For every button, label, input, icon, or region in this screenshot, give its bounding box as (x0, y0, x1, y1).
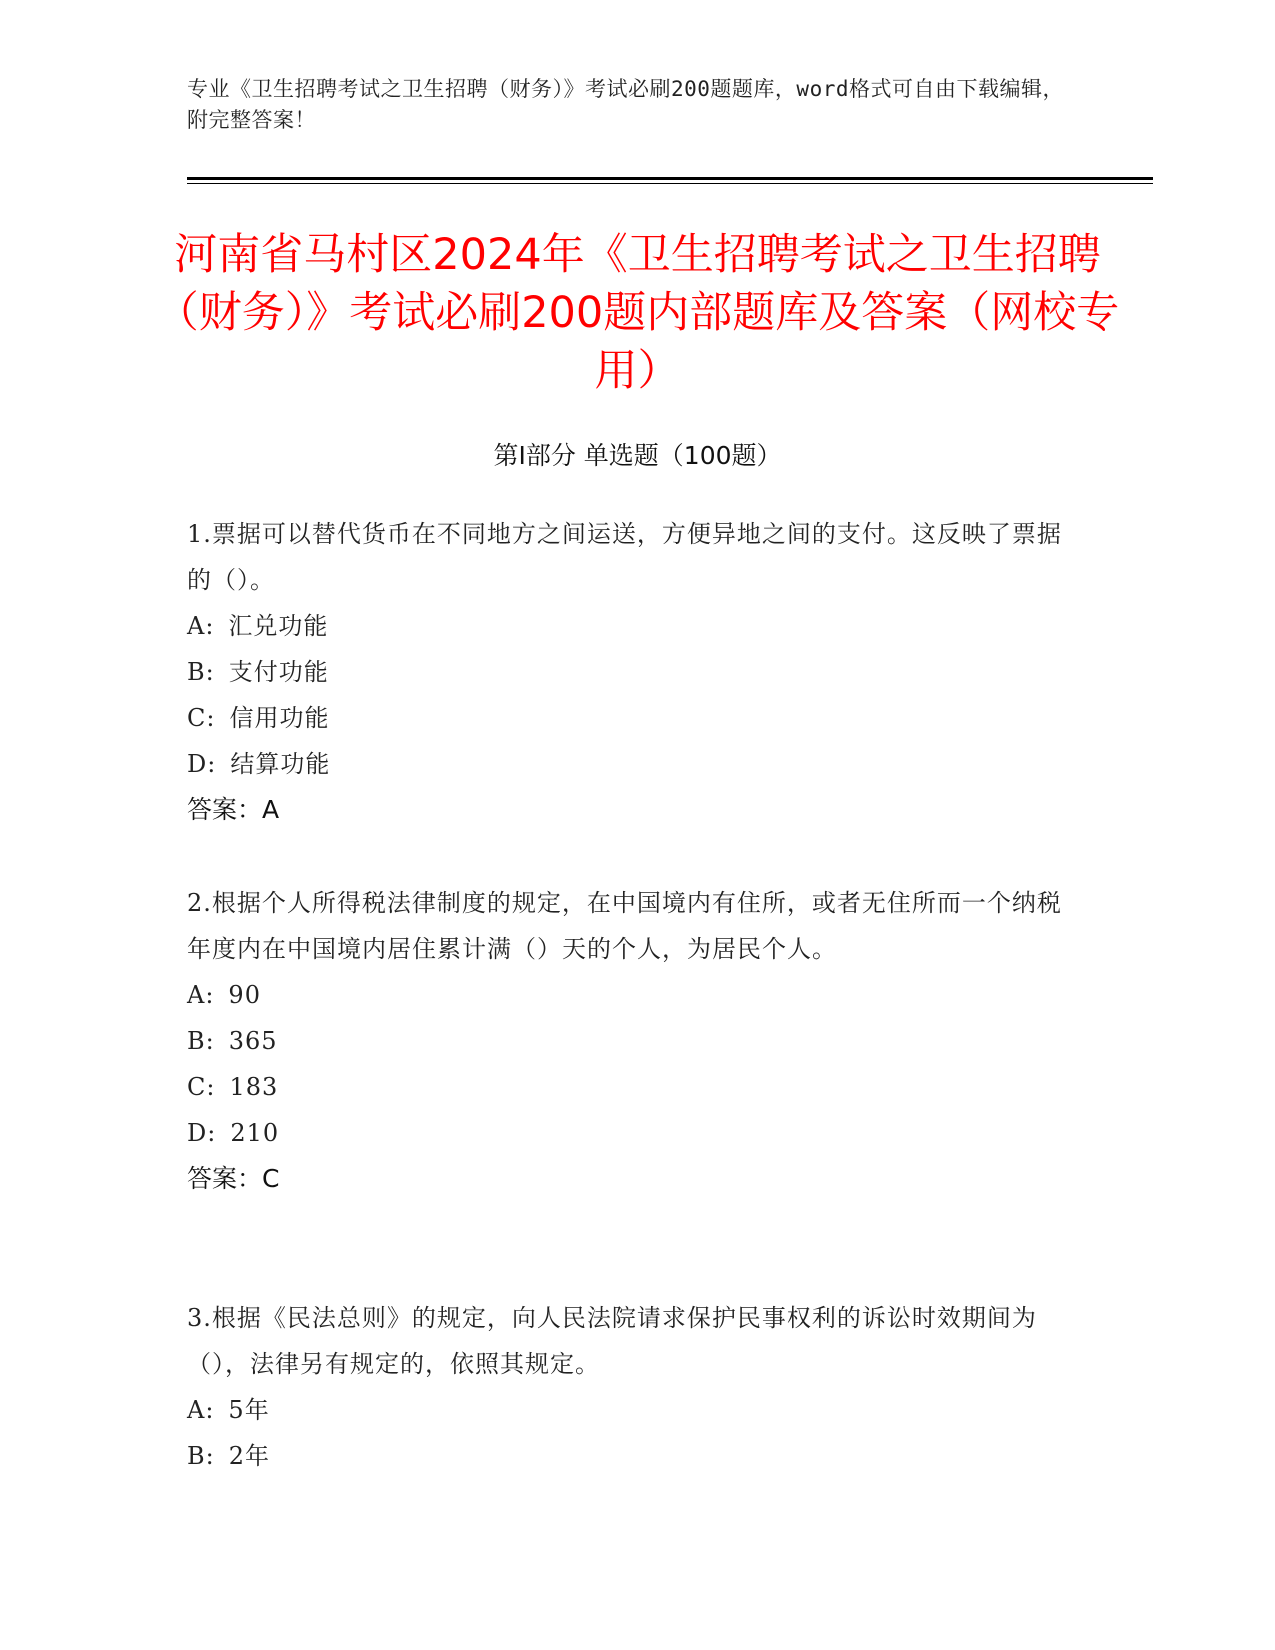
option-b (187, 1433, 1067, 1479)
option-b (187, 1018, 1067, 1064)
option-d (187, 741, 1067, 787)
option-a (187, 1387, 1067, 1433)
option-letter: A: (187, 1396, 215, 1424)
answer: 答案：A (187, 795, 280, 824)
question-1 (187, 511, 1067, 833)
option-text: 183 (229, 1073, 279, 1101)
option-letter: B: (187, 1442, 215, 1470)
option-a (187, 603, 1067, 649)
header-note: 专业《卫生招聘考试之卫生招聘（财务）》考试必刷200题题库，word格式可自由下载编辑，附完整答案！ (187, 77, 1064, 132)
option-text: 结算功能 (230, 750, 331, 778)
answer: 答案：C (187, 1164, 280, 1193)
option-text: 90 (228, 981, 261, 1009)
question-3 (187, 1295, 1067, 1479)
option-c (187, 695, 1067, 741)
option-letter: A: (187, 981, 215, 1009)
option-letter: B: (187, 1027, 215, 1055)
option-a (187, 972, 1067, 1018)
option-text: 信用功能 (229, 704, 330, 732)
option-letter: D: (187, 1119, 217, 1147)
header-divider-thick (187, 177, 1153, 180)
option-b (187, 649, 1067, 695)
option-d (187, 1110, 1067, 1156)
option-text: 2年 (228, 1442, 271, 1470)
option-letter: D: (187, 750, 217, 778)
document-title: 河南省马村区2024年《卫生招聘考试之卫生招聘（财务）》考试必刷200题内部题库及答案（网校专用） (155, 230, 1120, 396)
header-divider-thin (187, 183, 1153, 184)
option-text: 支付功能 (228, 658, 329, 686)
option-letter: A: (187, 612, 215, 640)
option-letter: C: (187, 704, 216, 732)
option-text: 汇兑功能 (228, 612, 329, 640)
section-title: 第Ⅰ部分 单选题（100题） (493, 441, 782, 470)
option-letter: C: (187, 1073, 216, 1101)
question-2 (187, 880, 1067, 1202)
question-stem: 2.根据个人所得税法律制度的规定，在中国境内有住所，或者无住所而一个纳税年度内在中国境内居住累计满（）天的个人，为居民个人。 (187, 889, 1062, 963)
question-stem: 1.票据可以替代货币在不同地方之间运送，方便异地之间的支付。这反映了票据的（）。 (187, 520, 1062, 594)
question-stem: 3.根据《民法总则》的规定，向人民法院请求保护民事权利的诉讼时效期间为（），法律另有规定的，依照其规定。 (187, 1304, 1037, 1378)
option-text: 5年 (228, 1396, 270, 1424)
option-text: 365 (228, 1027, 278, 1055)
option-letter: B: (187, 658, 215, 686)
option-c (187, 1064, 1067, 1110)
option-text: 210 (230, 1119, 280, 1147)
